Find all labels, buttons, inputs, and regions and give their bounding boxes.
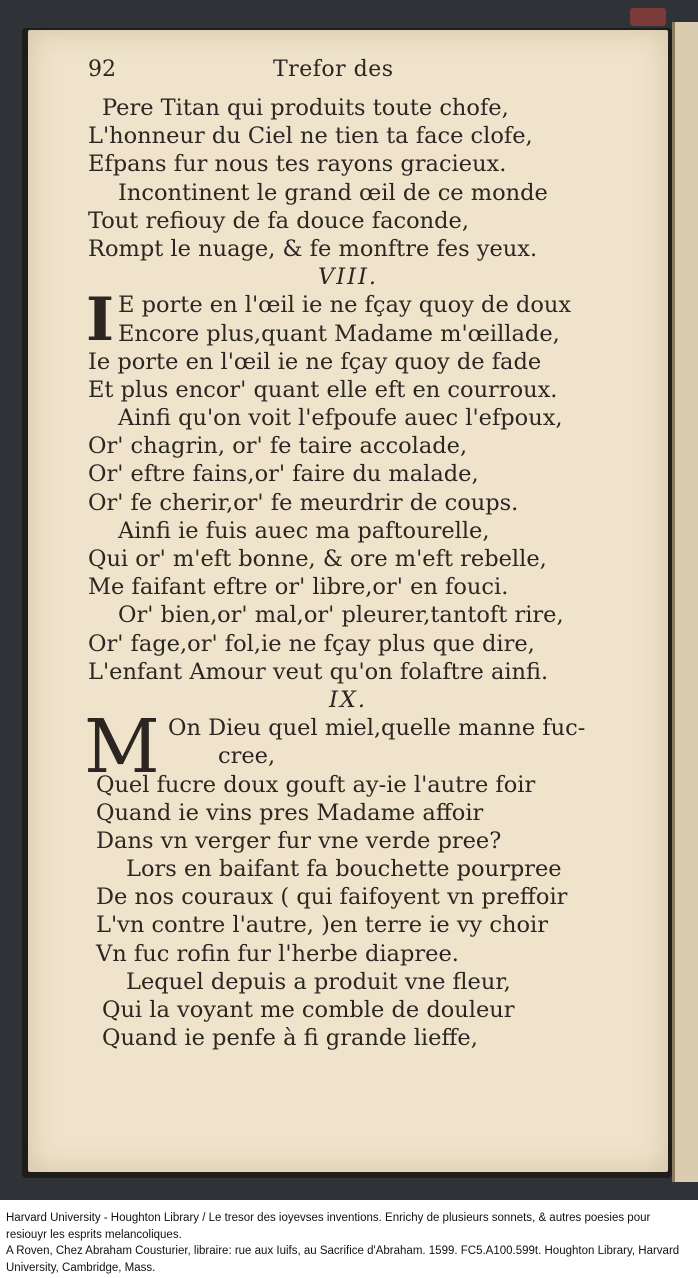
caption-line-2: A Roven, Chez Abraham Cousturier, libraire: rue aux Iuifs, au Sacrifice d'Abraham. 1599. FC5.A100.599t. Houghton Library, Harvard University, Cambridge, Mass.	[6, 1245, 680, 1274]
verse-line: Rompt le nuage, & fe monftre fes yeux.	[88, 235, 538, 262]
verse-line: Pere Titan qui produits toute chofe,	[102, 95, 509, 121]
verse-line: cree,	[218, 743, 276, 770]
verse-line: Quel fucre doux gouft ay-ie l'autre foir	[96, 771, 536, 798]
page-text	[84, 94, 648, 1052]
verse-line: Or' chagrin, or' fe taire accolade,	[88, 433, 468, 460]
verse-line: Lequel depuis a produit vne fleur,	[126, 968, 511, 995]
verse-line: Tout refiouy de fa douce faconde,	[88, 207, 469, 234]
verse-line: L'honneur du Ciel ne tien ta face clofe,	[88, 123, 533, 150]
verse-line: Or' bien,or' mal,or' pleurer,tantoft rire,	[118, 602, 564, 629]
running-head: Trefor des	[273, 57, 394, 82]
verse-line: Quand ie vins pres Madame affoir	[96, 799, 484, 826]
verse-line: L'vn contre l'autre, )en terre ie vy choir	[96, 912, 548, 939]
verse-line: Me faifant eftre or' libre,or' en fouci.	[88, 574, 509, 601]
drop-cap-i: I	[86, 285, 115, 356]
verse-line: Incontinent le grand œil de ce monde	[118, 179, 548, 206]
verse-line: Efpans fur nous tes rayons gracieux.	[88, 151, 507, 178]
verse-line: Or' fe cherir,or' fe meurdrir de coups.	[88, 489, 519, 516]
caption-line-1: Harvard University - Houghton Library / Le tresor des ioyevses inventions. Enrichy de plusieurs sonnets, & autres poesies pour resiouyr les esprits melancoliques.	[6, 1212, 651, 1241]
verse-text: E porte en l'œil ie ne fçay quoy de doux	[118, 292, 572, 319]
image-caption	[6, 1210, 692, 1276]
poem-number-viii: VIII.	[317, 264, 379, 291]
verse-line: Vn fuc rofin fur l'herbe diapree.	[96, 940, 459, 967]
poem-number-ix: IX.	[328, 686, 368, 713]
page-tab-marker	[630, 8, 666, 26]
verse-line: L'enfant Amour veut qu'on folaftre ainfi.	[88, 658, 549, 685]
verse-line: Lors en baifant fa bouchette pourpree	[126, 856, 562, 883]
verse-line: Ainfi ie fuis auec ma paftourelle,	[118, 517, 490, 544]
verse-line: Quand ie penfe à fi grande lieffe,	[102, 1025, 478, 1052]
verse-line: Et plus encor' quant elle eft en courroux.	[88, 376, 558, 403]
verse-line: Ainfi qu'on voit l'efpoufe auec l'efpoux,	[118, 405, 563, 432]
drop-cap-m: M	[84, 704, 160, 791]
page-header	[88, 55, 588, 89]
page-number: 92	[88, 57, 116, 82]
verse-line: Encore plus,quant Madame m'œillade,	[118, 320, 560, 347]
verse-text: On Dieu quel miel,quelle manne fuc-	[168, 715, 586, 742]
verse-line: Qui or' m'eft bonne, & ore m'eft rebelle,	[88, 546, 547, 572]
verse-line: Dans vn verger fur vne verde pree?	[96, 827, 502, 854]
facing-page-edge	[672, 22, 698, 1182]
verse-line: Qui la voyant me comble de douleur	[102, 997, 515, 1023]
verse-line: Or' eftre fains,or' faire du malade,	[88, 461, 479, 488]
verse-line: Ie porte en l'œil ie ne fçay quoy de fade	[88, 348, 542, 375]
verse-line: De nos couraux ( qui faifoyent vn preffoir	[96, 884, 568, 911]
verse-line: Or' fage,or' fol,ie ne fçay plus que dire,	[88, 630, 535, 657]
